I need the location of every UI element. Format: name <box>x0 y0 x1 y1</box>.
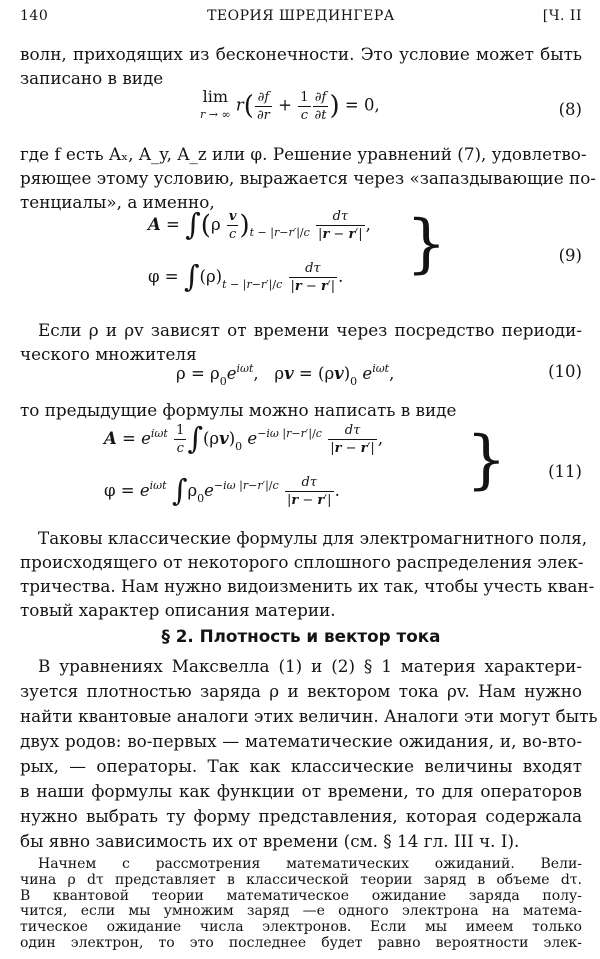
part-label: [Ч. II <box>542 8 582 24</box>
equation-10-body: $\rho = \rho_0e^{i\omega t}$, $\rho v = (\rho v)_0$ $e^{i\omega t}$, <box>176 362 395 388</box>
text-line: в наши формулы как функции от времени, то для операторов <box>20 781 582 801</box>
section-heading: § 2. Плотность и вектор тока <box>161 626 441 646</box>
equation-10 <box>20 362 582 390</box>
text-line: волн, приходящих из бесконечности. Это условие может быть <box>20 44 582 64</box>
text-line: тенциалы», а именно, <box>20 192 215 212</box>
text-line: бы явно зависимость их от времени (см. § 14 гл. III ч. I). <box>20 831 520 851</box>
text-line: найти квантовые аналоги этих величин. Аналоги эти могут быть <box>20 706 598 726</box>
text-line: происходящего от некоторого сплошного распределения элек- <box>20 552 584 572</box>
text-line: тическое ожидание числа электронов. Если мы имеем только <box>20 919 582 935</box>
equation-8 <box>20 86 582 136</box>
text-line: ряющее этому условию, выражается через «запаздывающие по- <box>20 168 596 188</box>
text-line: чина ρ dτ представляет в классической теории заряд в объеме dτ. <box>20 872 582 888</box>
text-line: рых, — операторы. Так как классические величины входят <box>20 756 582 776</box>
right-brace: } <box>406 207 447 281</box>
equation-9-line-b: $\varphi = \int(\rho)_{t - |r-r'|/c}$ $\frac{d\tau}{|r - r'|}$ . <box>148 259 344 295</box>
running-title: ТЕОРИЯ ШРЕДИНГЕРА <box>207 8 395 24</box>
running-header <box>20 8 582 30</box>
text-line: Таковы классические формулы для электромагнитного поля, <box>38 528 588 548</box>
equation-number: (8) <box>558 100 582 119</box>
equation-number: (11) <box>548 462 582 481</box>
text-line: В уравнениях Максвелла (1) и (2) § 1 материя характери- <box>38 656 582 676</box>
text-line: нужно выбрать ту форму представления, которая содержала <box>20 806 582 826</box>
text-line: товый характер описания материи. <box>20 600 336 620</box>
equation-9-line-a: A = ∫(ρ $\frac{v}{c}$ )$_{t - |r-r'|/c}$ $\frac{d\tau}{|r - r'|}$ , <box>148 207 371 243</box>
text-line: Если ρ и ρv зависят от времени через посредство периоди- <box>38 320 582 340</box>
equation-number: (9) <box>558 246 582 265</box>
text-line: записано в виде <box>20 68 164 88</box>
text-line: тричества. Нам нужно видоизменить их так, чтобы учесть кван- <box>20 576 595 596</box>
text-line: В квантовой теории математическое ожидание заряда полу- <box>20 888 582 904</box>
equation-11-line-b: $\varphi = e^{i\omega t}$ $\int\rho_0e^{-i\omega |r-r'|/c}$ $\frac{d\tau}{|r - r'|}$ . <box>104 473 340 509</box>
equation-number: (10) <box>548 362 582 381</box>
equation-8-body: lim r → ∞ r( $\frac{\partial f}{\partial r}$ + $\frac{1}{c}$ $\frac{\partial f}{\partial t}$ ) = 0, <box>200 87 380 123</box>
right-brace: } <box>466 423 507 497</box>
page-number: 140 <box>20 8 49 24</box>
text-line: один электрон, то это последнее будет равно вероятности элек- <box>20 935 582 951</box>
text-line: Начнем с рассмотрения математических ожиданий. Вели- <box>38 856 582 872</box>
text-line: ческого множителя <box>20 344 197 364</box>
equation-9 <box>20 206 582 308</box>
equation-11 <box>20 420 582 524</box>
text-line: двух родов: во-первых — математические ожидания, и, во-вто- <box>20 731 582 751</box>
text-line: чится, если мы умножим заряд —e одного электрона на матема- <box>20 903 582 919</box>
equation-11-line-a: $A = e^{i\omega t}$ $\frac{1}{c}$ $\int(\rho v)_0$ $e^{-i\omega |r-r'|/c}$ $\frac{d\tau}{|r - r'|}$ , <box>104 421 384 457</box>
text-line: то предыдущие формулы можно написать в виде <box>20 400 457 420</box>
text-line: где f есть Aₓ, A_y, A_z или φ. Решение уравнений (7), удовлетво- <box>20 144 587 164</box>
text-line: зуется плотностью заряда ρ и вектором тока ρv. Нам нужно <box>20 681 582 701</box>
